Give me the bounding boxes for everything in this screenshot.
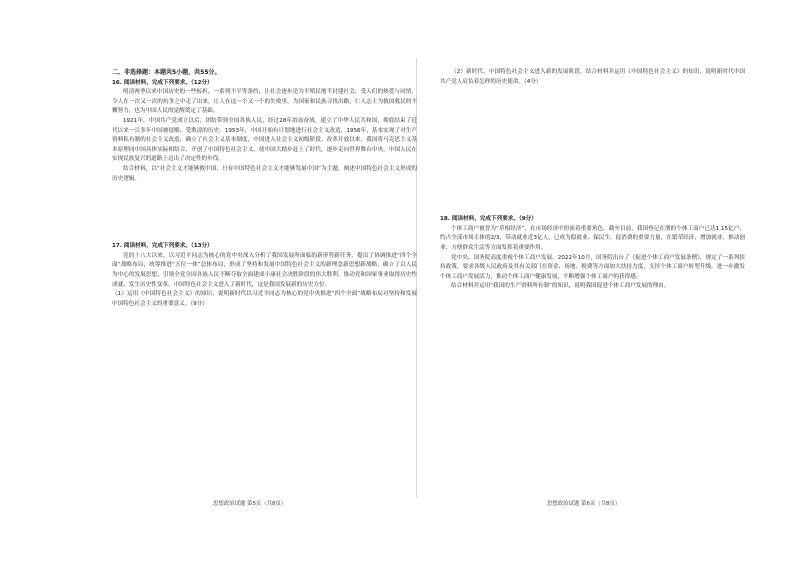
question-16-task: 结合材料，以“社会主义才能够救中国、只有中国特色社会主义才能够发展中国”为主题，阐述中国特色社会主义形成的历史逻辑。 [112, 165, 417, 182]
question-16-title: 16. 阅读材料，完成下列要求。（12分） [112, 79, 213, 86]
answer-space [112, 184, 417, 242]
page-footer-right: 思想政治试题 第6页（共8页） [547, 501, 621, 507]
question-18-paragraph-2: 党中央、国务院高度重视个体工商户发展。2022年10月，国务院出台了《促进个体工商户发展条例》，规定了一系列扶持政策，要求各级人民政府及其有关部门在资金、场地、税费等方面加大扶持力度，支持个体工商户转型升级，进一步激发个体工商户发展活力，推动个体工商户健康发展，不断增强个体工商户的获得感。 [440, 254, 745, 280]
section-title: 二、非选择题：本题共5小题，共55分。 [112, 69, 221, 76]
question-18-title: 18. 阅读材料，完成下列要求。（9分） [440, 216, 537, 223]
left-page [112, 68, 417, 309]
page-footer-left: 思想政治试题 第5页（共8页） [213, 501, 287, 507]
question-17-item-1: （1）运用《中国特色社会主义》的知识，说明新时代以习近平同志为核心的党中央推进“四个全面”战略布局对坚持和发展中国特色社会主义的重要意义。（9分） [112, 291, 417, 307]
answer-space [440, 87, 745, 215]
question-17-title: 17. 阅读材料，完成下列要求。（13分） [112, 243, 213, 250]
question-18-paragraph-1: 个体工商户被誉为“草根经济”，在市场经济中扮演着重要角色。截至目前，我国登记在册的个体工商户已达1.15亿户，约占全部市场主体的2/3，带动就业近3亿人，已成为稳就业、保民生、促消费的重要力量，在繁荣经济、增加就业、推动创业、方便群众生活等方面发挥着重要作用。 [440, 225, 745, 251]
question-16-paragraph-1: 明清两季以来中国历史的一些转折，一系列不平等条约，让社会逐步沦为半殖民地半封建社会，受人们的热爱与同情，令人在一次又一次的抗争之中走了出来，让人在这一个又一个的失败里，为国家和民族寻找出路，仁人志士为救国救民的不懈努力，也为中国人民的觉醒奠定了基础。 [112, 89, 417, 115]
question-18-task: 结合材料并运用“我国的生产资料所有制”的知识，说明我国促进个体工商户发展的理由。 [451, 283, 670, 290]
question-17-paragraph-1: 党的十八大以来，以习近平同志为核心的党中央深入分析了我国发展所面临的新形势新任务，提出了协调推进“四个全面”战略布局，统筹推进“五位一体”总体布局，形成了坚持和发展中国特色社会主义的新理念新思想新战略，确立了以人民为中心的发展思想，引领全党全国各族人民不断夺取全面建成小康社会决胜阶段的伟大胜利，推动党和国家事业取得历史性成就、发生历史性变革，中国特色社会主义进入了新时代，这是我国发展新的历史方位。 [112, 252, 417, 288]
question-17-item-2: （2）新时代，中国特色社会主义进入新的发展阶段，结合材料并运用《中国特色社会主义》的知识，说明新时代中国共产党人肩负着怎样的历史使命。（4分） [440, 69, 745, 85]
right-page [440, 68, 745, 292]
question-16-paragraph-2: 1921年，中国共产党成立以后，团结带领全国各族人民，经过28年浴血奋战，建立了中华人民共和国，彻底结束了近代以来一百多年中国被侵略、受欺凌的历史。1953年，中国开始有计划地进行社会主义改造，1956年，基本实现了对生产资料私有制的社会主义改造，确立了社会主义基本制度，中国进入社会主义初级阶段。改革开放以来，我国将马克思主义基本原理同中国具体实际相结合，开创了中国特色社会主义，使中国大踏步赶上了时代，逐步走向世界舞台中央，中国人民在实现民族复兴的道路上迈出了决定性的步伐。 [112, 117, 417, 163]
